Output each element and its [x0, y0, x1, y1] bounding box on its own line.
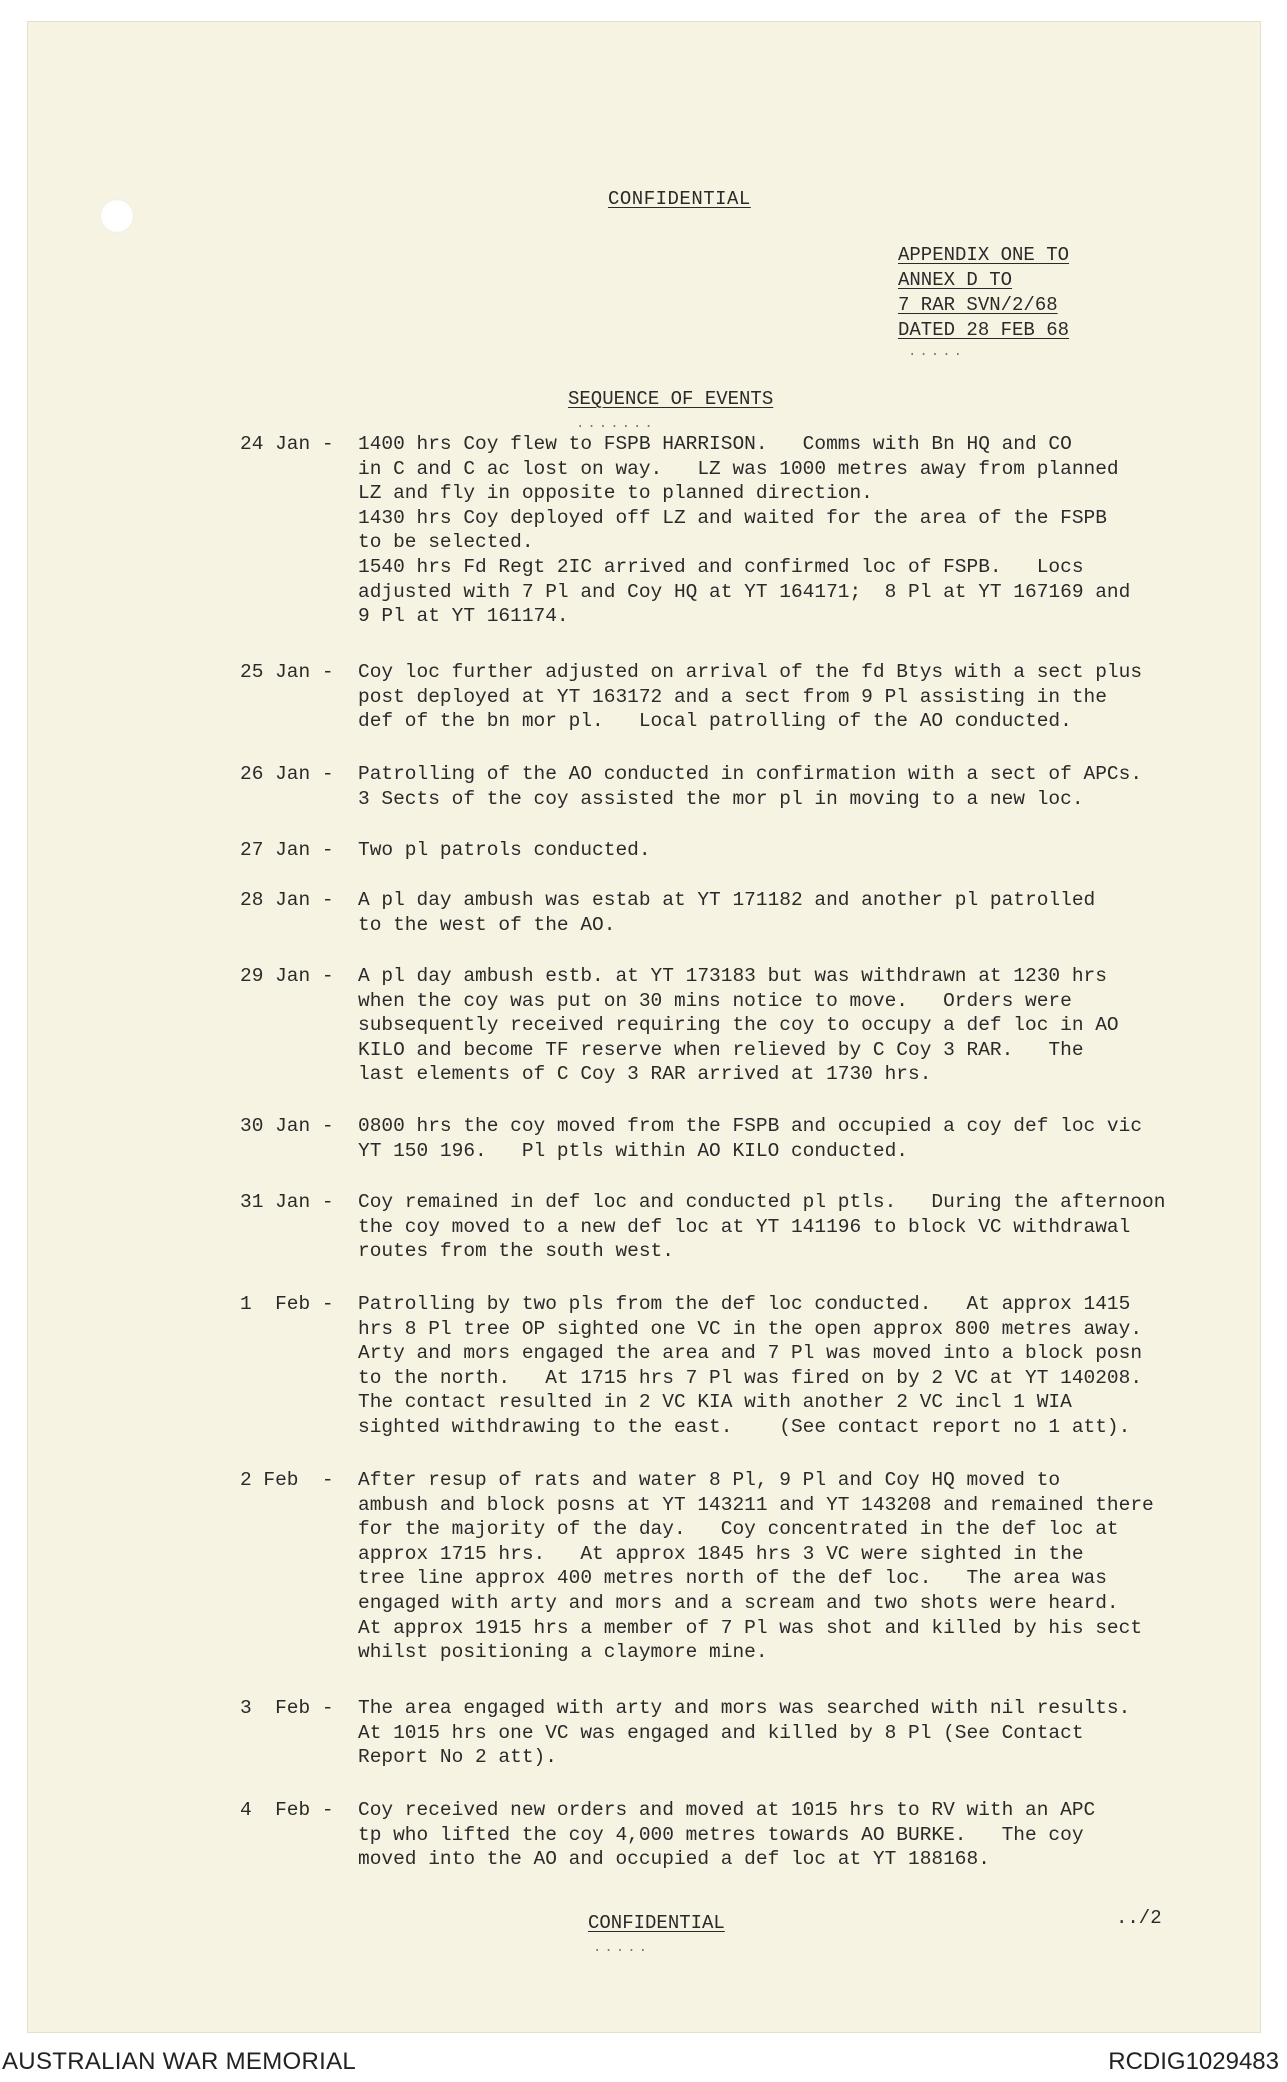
event-entry: [240, 1114, 1240, 1163]
event-line: to the west of the AO.: [358, 913, 616, 936]
event-line: ambush and block posns at YT 143211 and YT 143208 and remained there: [358, 1493, 1154, 1516]
event-date: 3 Feb -: [240, 1697, 334, 1719]
event-date: 28 Jan -: [240, 889, 334, 911]
event-date: 27 Jan -: [240, 839, 334, 861]
event-line: 0800 hrs the coy moved from the FSPB and occupied a coy def loc vic: [358, 1115, 1143, 1137]
classification-bottom: CONFIDENTIAL: [588, 1912, 725, 1934]
event-line: KILO and become TF reserve when relieved by C Coy 3 RAR. The: [358, 1038, 1084, 1061]
event-line: The area engaged with arty and mors was searched with nil results.: [358, 1697, 1131, 1719]
event-entry: [240, 660, 1240, 734]
event-line: Arty and mors engaged the area and 7 Pl was moved into a block posn: [358, 1342, 1143, 1365]
event-line: engaged with arty and mors and a scream and two shots were heard.: [358, 1591, 1119, 1614]
event-date: 2 Feb -: [240, 1469, 334, 1491]
event-line: Report No 2 att).: [358, 1746, 557, 1769]
event-line: sighted withdrawing to the east. (See contact report no 1 att).: [358, 1415, 1131, 1438]
event-line: Patrolling of the AO conducted in confirmation with a sect of APCs.: [358, 763, 1143, 785]
event-entry: [240, 964, 1240, 1087]
event-line: moved into the AO and occupied a def loc at YT 188168.: [358, 1848, 990, 1871]
dots-decoration: .....: [908, 344, 966, 360]
event-line: def of the bn mor pl. Local patrolling of the AO conducted.: [358, 710, 1072, 733]
event-line: A pl day ambush was estab at YT 171182 and another pl patrolled: [358, 889, 1096, 911]
event-line: YT 150 196. Pl ptls within AO KILO conducted.: [358, 1139, 908, 1162]
event-date: 30 Jan -: [240, 1115, 334, 1137]
event-line: the coy moved to a new def loc at YT 141196 to block VC withdrawal: [358, 1215, 1131, 1238]
event-date: 26 Jan -: [240, 763, 334, 785]
appendix-line: APPENDIX ONE TO: [898, 244, 1070, 266]
event-line: 3 Sects of the coy assisted the mor pl in moving to a new loc.: [358, 787, 1084, 810]
event-line: tree line approx 400 metres north of the def loc. The area was: [358, 1567, 1107, 1590]
archive-name: AUSTRALIAN WAR MEMORIAL: [2, 2048, 357, 2075]
event-date: 1 Feb -: [240, 1293, 334, 1315]
event-entry: [240, 888, 1240, 937]
document-page: [28, 22, 1260, 2032]
event-line: The contact resulted in 2 VC KIA with another 2 VC incl 1 WIA: [358, 1391, 1072, 1414]
event-line: to the north. At 1715 hrs 7 Pl was fired on by 2 VC at YT 140208.: [358, 1366, 1143, 1389]
event-line: in C and C ac lost on way. LZ was 1000 metres away from planned: [358, 457, 1119, 480]
event-entry: [240, 1292, 1240, 1440]
appendix-reference: [898, 243, 1069, 343]
event-line: Coy loc further adjusted on arrival of the fd Btys with a sect plus: [358, 661, 1143, 683]
event-entry: [240, 1468, 1240, 1665]
event-line: subsequently received requiring the coy to occupy a def loc in AO: [358, 1014, 1119, 1037]
event-entry: [240, 1798, 1240, 1872]
event-line: hrs 8 Pl tree OP sighted one VC in the open approx 800 metres away.: [358, 1317, 1143, 1340]
event-line: After resup of rats and water 8 Pl, 9 Pl and Coy HQ moved to: [358, 1469, 1061, 1491]
event-line: routes from the south west.: [358, 1240, 674, 1263]
event-entry: [240, 838, 1240, 863]
event-date: 25 Jan -: [240, 661, 334, 683]
event-line: 9 Pl at YT 161174.: [358, 605, 569, 628]
event-line: whilst positioning a claymore mine.: [358, 1641, 768, 1664]
appendix-line: 7 RAR SVN/2/68: [898, 294, 1058, 316]
event-line: approx 1715 hrs. At approx 1845 hrs 3 VC were sighted in the: [358, 1542, 1084, 1565]
event-line: Coy received new orders and moved at 1015 hrs to RV with an APC: [358, 1799, 1096, 1821]
event-entry: [240, 1190, 1240, 1264]
event-entry: [240, 1696, 1240, 1770]
archive-footer: [0, 2042, 1287, 2082]
event-line: post deployed at YT 163172 and a sect from 9 Pl assisting in the: [358, 685, 1107, 708]
event-line: Patrolling by two pls from the def loc conducted. At approx 1415: [358, 1293, 1131, 1315]
classification-top: CONFIDENTIAL: [608, 188, 751, 210]
event-line: adjusted with 7 Pl and Coy HQ at YT 164171; 8 Pl at YT 167169 and: [358, 580, 1131, 603]
event-line: when the coy was put on 30 mins notice to move. Orders were: [358, 989, 1072, 1012]
event-line: 1400 hrs Coy flew to FSPB HARRISON. Comms with Bn HQ and CO: [358, 433, 1072, 455]
event-entry: [240, 762, 1240, 811]
event-line: LZ and fly in opposite to planned direction.: [358, 482, 873, 505]
punch-hole: [100, 199, 134, 233]
archive-id: RCDIG1029483: [1108, 2048, 1279, 2075]
event-line: for the majority of the day. Coy concentrated in the def loc at: [358, 1518, 1119, 1541]
event-line: tp who lifted the coy 4,000 metres towards AO BURKE. The coy: [358, 1823, 1084, 1846]
dots-decoration: .......: [576, 416, 656, 432]
appendix-line: DATED 28 FEB 68: [898, 319, 1070, 341]
event-line: 1540 hrs Fd Regt 2IC arrived and confirmed loc of FSPB. Locs: [358, 555, 1084, 578]
event-line: 1430 hrs Coy deployed off LZ and waited for the area of the FSPB: [358, 506, 1107, 529]
event-line: Two pl patrols conducted.: [358, 839, 651, 861]
page-continuation: ../2: [1116, 1907, 1162, 1929]
event-date: 4 Feb -: [240, 1799, 334, 1821]
dots-decoration: .....: [593, 1940, 651, 1956]
event-line: At 1015 hrs one VC was engaged and killed by 8 Pl (See Contact: [358, 1721, 1084, 1744]
event-entry: [240, 432, 1240, 629]
appendix-line: ANNEX D TO: [898, 269, 1013, 291]
document-title: SEQUENCE OF EVENTS: [568, 388, 774, 410]
event-date: 31 Jan -: [240, 1191, 334, 1213]
event-line: At approx 1915 hrs a member of 7 Pl was shot and killed by his sect: [358, 1616, 1143, 1639]
event-date: 24 Jan -: [240, 433, 334, 455]
event-line: to be selected.: [358, 531, 534, 554]
event-line: last elements of C Coy 3 RAR arrived at 1730 hrs.: [358, 1063, 932, 1086]
event-date: 29 Jan -: [240, 965, 334, 987]
event-line: A pl day ambush estb. at YT 173183 but was withdrawn at 1230 hrs: [358, 965, 1107, 987]
event-line: Coy remained in def loc and conducted pl ptls. During the afternoon: [358, 1191, 1166, 1213]
